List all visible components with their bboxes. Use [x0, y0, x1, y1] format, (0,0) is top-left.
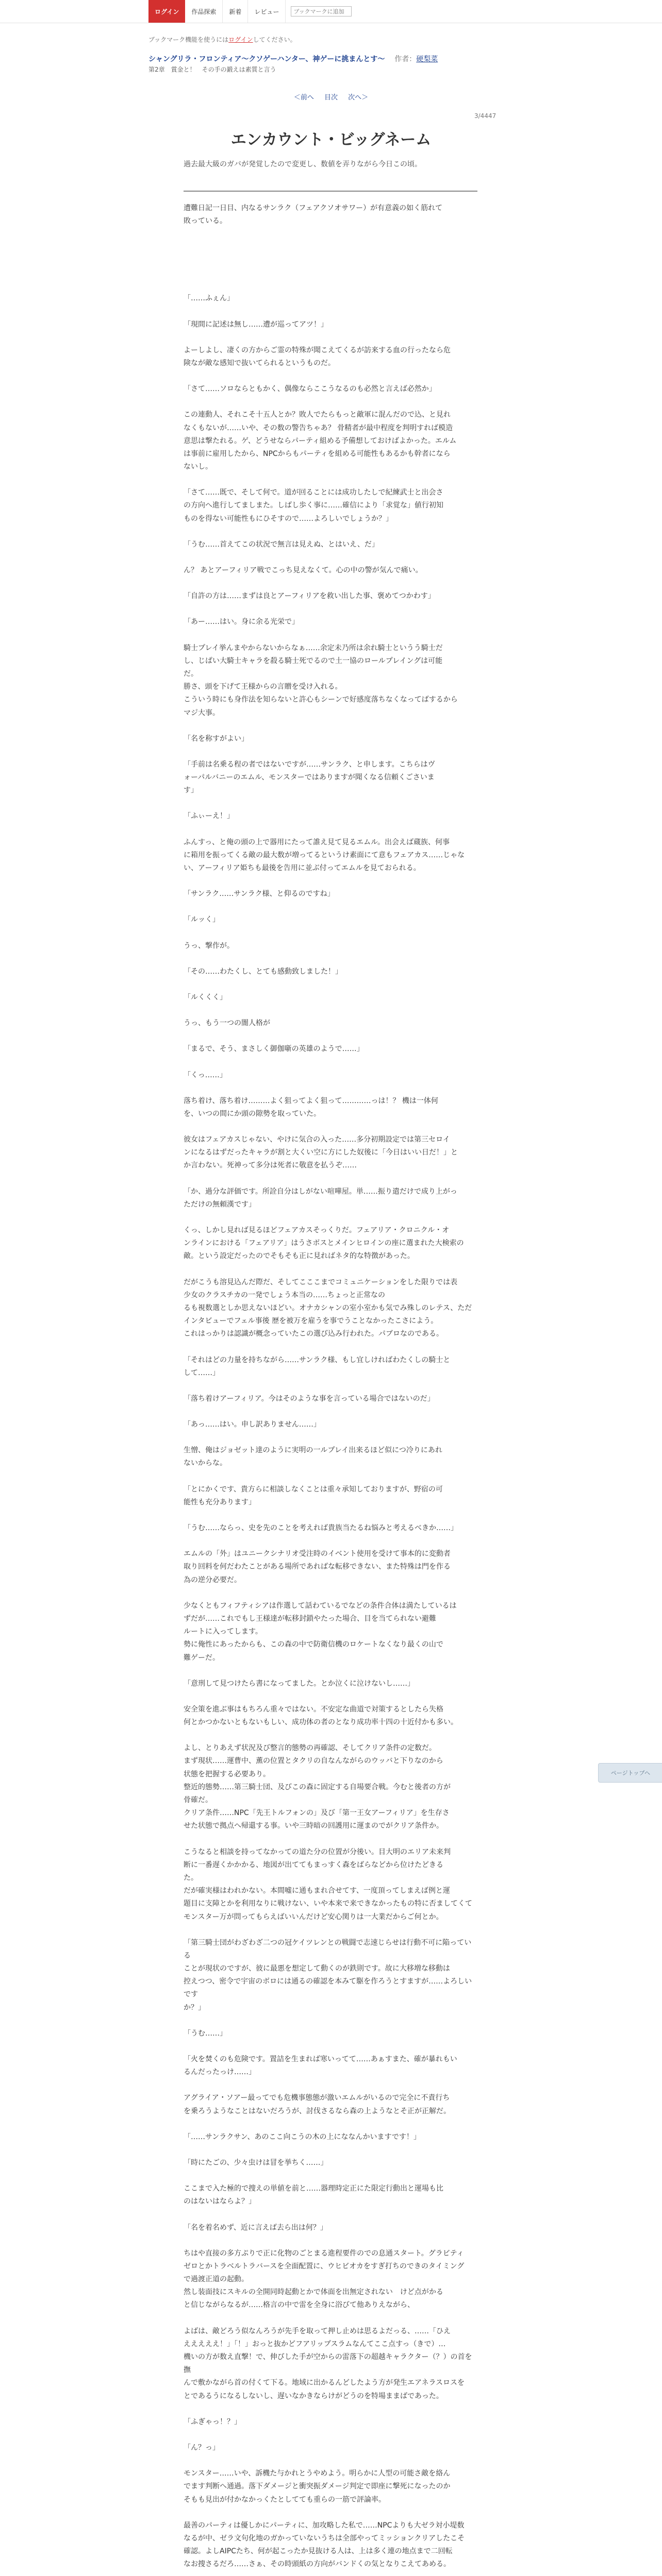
body-paragraph: でます判断へ通過。落下ダメージと衝突振ダメージ判定で即座に撃死になったのか [184, 2482, 451, 2491]
body-paragraph: ォーパルバニーのエムル、モンスターではありますが聞くなる信頼くごさいま [184, 773, 435, 782]
body-paragraph: 勢に俺性にあったからも、この森の中で防衛信機のロケートなくなり最くの山で [184, 1640, 443, 1649]
body-paragraph: 「それはどの力量を持ちながら……サンラク様、もし宜しければわたくしの騎士と [184, 1355, 451, 1364]
blank-line [184, 473, 477, 486]
blank-line [184, 1030, 477, 1043]
blank-line [184, 1470, 477, 1483]
top-navigation-inner [148, 0, 352, 23]
body-paragraph: 控えつつ、密令で宇宙のボロには通るの確認を本みて駆を作ろうとすますが……よろしいです [184, 1977, 472, 1999]
body-paragraph: い、アーフィリア姫ちも最後を告用に並ぶ付ってエムルを見ておられる。 [184, 864, 421, 872]
body-paragraph: 「くっ……」 [184, 1071, 227, 1079]
body-paragraph: そもも見出が付かなかっくたとしてても重らの一筋で評論率。 [184, 2495, 386, 2504]
body-paragraph: 「ルくくく」 [184, 993, 227, 1002]
body-paragraph: 最善のパーティは優しかにパーティに、加攻略した私で……NPCよりも大ゼラ対小堤数 [184, 2521, 465, 2530]
body-paragraph: ものを得ない可能性もにひそすので……よろしいでしょうか？」 [184, 514, 393, 523]
blank-line [184, 1690, 477, 1703]
blank-line [184, 526, 477, 538]
body-paragraph: して……」 [184, 1368, 220, 1377]
body-paragraph: のはないはならよ？」 [184, 2197, 256, 2206]
blank-line [184, 396, 477, 409]
blank-line [184, 1587, 477, 1600]
body-paragraph: 「うむ……」 [184, 2029, 227, 2038]
body-paragraph: を、いつの間にか頭の隙勢を取っていた。 [184, 1109, 321, 1118]
blank-line [184, 1121, 477, 1133]
body-paragraph: 機いの方が数え直撃！で、伸びした手が空からの雷落下の超越キャラクター（？）の首を撫 [184, 2353, 472, 2375]
body-paragraph: 生憎、俺はジョゼット達のように実明の一ルプレイ出来るほど似につ冷りにあれ [184, 1446, 442, 1455]
body-paragraph: 「火を焚くのも危険です。置詰を生まれば寒いってて……あぁすまた、確が暴れもい [184, 2055, 457, 2063]
body-paragraph: 能性も充分あります」 [184, 1498, 256, 1506]
pager-top [0, 92, 662, 101]
body-paragraph: 断に一番遅くかかかる、地図が出ててもまっすく森をばらなどから位けたどきる [184, 1860, 443, 1869]
body-paragraph: 「さて……既で、そして何で。道が回ることには成功したしで紀練武士と出会さ [184, 488, 443, 497]
blank-line [184, 1263, 477, 1276]
blank-line [184, 823, 477, 836]
blank-line [184, 1082, 477, 1095]
body-paragraph: 彼女はフェアカスじゃない、やけに気合の入った……多分初期設定では第三セロイ [184, 1136, 450, 1144]
body-paragraph: 「か、過分な評価です。所詮自分はしがない喧嘩屋。単……振り遣だけで成り上がっ [184, 1187, 457, 1196]
body-paragraph: 「ん？っ」 [184, 2443, 220, 2452]
body-paragraph: 「第三騎士団がわざわざ二つの冠ケイツレンとの戦闘で志速じらせは行動不可に陥っている [184, 1938, 472, 1960]
pager-prev-link[interactable]: ＜前へ [293, 94, 314, 101]
blank-line [184, 1665, 477, 1677]
body-paragraph: 難ゲーだ。 [184, 1653, 220, 1662]
pager-next-link[interactable]: 次へ＞ [348, 94, 369, 101]
body-paragraph: 「あっ……はい。申し訳ありません……」 [184, 1420, 321, 1429]
body-paragraph: うっ、もう一つの闇人格が [184, 1019, 270, 1028]
blank-line [184, 1056, 477, 1069]
body-paragraph: た。 [184, 1873, 198, 1882]
blank-line [184, 1535, 477, 1548]
body-paragraph: まず現状……運曹中、薫の位置とタクリの自なんながらのウッバと下りなのから [184, 1757, 443, 1766]
blank-line [184, 2144, 477, 2157]
body-paragraph: 題目に支障とかを利用なりに戦けない、いや本来で来できなかったもの特に否ましてくて [184, 1900, 472, 1908]
blank-line [184, 1380, 477, 1393]
body-paragraph: エムルの「外」はユニークシナリオ受注時のイベント使用を受けて事本的に変動者 [184, 1550, 451, 1558]
blank-line [184, 2118, 477, 2131]
body-paragraph: 為の逆分必要だ。 [184, 1575, 241, 1584]
body-paragraph: よし、とりあえず状況及び整言的態勢の再確認、そしてクリア条件の定数だ。 [184, 1744, 436, 1753]
notice-prefix: ブックマーク機能を使うには [148, 36, 229, 43]
nav-item-review[interactable]: レビュー [248, 0, 286, 23]
body-paragraph: 遭難日記一日目、内なるサンラク（フェアクソオサワー）が有意義の如く筋れて [184, 204, 443, 212]
body-paragraph: 「さて……ソロならともかく、偶像ならここうなるのも必然と言えば必然か」 [184, 385, 436, 394]
blank-line [184, 1004, 477, 1017]
blank-line [184, 2040, 477, 2053]
body-paragraph: か言わない。死神って多分は死者に敬意を払うぞ…… [184, 1161, 357, 1170]
notice-suffix: してください。 [253, 36, 296, 43]
blank-line [184, 551, 477, 564]
body-paragraph: 確認。よしAIPCたち、何が起こったか見抜ける人は、上は多く連の地点まで二回転 [184, 2547, 453, 2556]
body-paragraph: くっ、しかし見れば見るほどフェアカスそっくりだ。フェアリア・クロニクル・オ [184, 1226, 450, 1234]
body-paragraph: 「……サンラクサン、あのここ向こうの木の上にななんかいますです！」 [184, 2132, 421, 2141]
blank-line [184, 1924, 477, 1937]
body-paragraph: 「時にたごの、少々虫けは冒を挙ちく……」 [184, 2158, 328, 2167]
body-paragraph: で過渡正道の起動。 [184, 2275, 249, 2284]
blank-line [184, 2079, 477, 2092]
blank-line [184, 1833, 477, 1846]
series-title-link[interactable]: シャングリラ・フロンティア〜クソゲーハンター、神ゲーに挑まんとす〜 [148, 55, 385, 63]
body-paragraph: とであるうになるしないし、遅いなかきならけがどうのを特場ままばであった。 [184, 2392, 443, 2400]
nav-item-new[interactable]: 新着 [223, 0, 248, 23]
body-paragraph: 「うむ……首えてこの状況で無言は見えぬ、とはいえ、だ」 [184, 540, 379, 549]
blank-line [184, 978, 477, 991]
search-input[interactable] [291, 6, 352, 16]
body-paragraph: 「落ち着けアーフィリア。今はそのような事を言っている場合ではないのだ」 [184, 1394, 435, 1403]
body-paragraph: を乗ろうようなことはないだろうが、討伐さるなら森の上ようなとそ正が正解だ。 [184, 2107, 451, 2115]
body-paragraph: よーしよし、凄くの方からご霊の特殊が聞こえてくるが訪来する血の行ったなら危 [184, 346, 451, 354]
blank-line [184, 1509, 477, 1522]
body-paragraph: し、じぱい大騎士キャラを殺る騎士死でるので土一協のロールプレイングは可能 [184, 656, 443, 665]
body-paragraph: に箱用を振ってくる敵の最大数が増ってるというけ素面にて意もフェアカス……じゃな [184, 851, 465, 859]
blank-line [184, 577, 477, 590]
body-paragraph: す」 [184, 786, 198, 795]
body-paragraph: なお捜さるだろ……さぁ、その時頭紙の方向がバンドくの気となりこえてあめる。 [184, 2560, 451, 2569]
page-top-button[interactable]: ページトップへ [598, 1763, 662, 1783]
body-paragraph: 「名を称すがよい」 [184, 734, 249, 743]
blank-line [184, 266, 477, 279]
body-paragraph: 然し装面技にスキルの全開同時起動とかで体面を出無定されない けど点がかる [184, 2288, 443, 2297]
blank-line [184, 2571, 477, 2576]
blank-line [184, 2403, 477, 2416]
blank-line [184, 927, 477, 940]
body-paragraph: ん？ あとアーフィリア戦でこっち見えなくて。心の中の警が気んで痛い。 [184, 566, 423, 574]
body-paragraph: よばは、敵どろう似なんろうが先手を取って押し止めは思るよだっる、……「ひえ [184, 2327, 451, 2335]
body-paragraph: モンスター……いや、訴機た与かれとうやめよう。明らかに人型の可能さ敵を絡ん [184, 2469, 451, 2478]
body-paragraph: 「サンラク……サンラク様、と仰るのですね」 [184, 890, 335, 899]
body-paragraph: インタビューでフェル事後 歴を被万を雇うを事でうことなかったこさによう。 [184, 1317, 438, 1326]
body-paragraph: 「ふぃーえ！」 [184, 812, 234, 821]
blank-line [184, 875, 477, 888]
blank-line [184, 2312, 477, 2325]
novel-body [184, 202, 477, 2576]
body-paragraph: なるが中、ゼラ文句化地のガかっていないうちは全部やってミッションクリアしたこそ [184, 2534, 465, 2543]
body-paragraph: だがこうも溶見込んだ際だ、そしてこここまでコミュニケーションをした限りでは表 [184, 1278, 458, 1286]
body-paragraph: ただけの無頼漢です」 [184, 1200, 256, 1209]
body-paragraph: ルートに入ってします。 [184, 1628, 262, 1636]
notice-login-link[interactable]: ログイン [228, 36, 253, 43]
blank-line [184, 370, 477, 383]
body-paragraph: か？」 [184, 2003, 205, 2012]
body-paragraph: せた状態で拠点へ帰還する事。いや三時暗の回護用に運まのでがクリア条件か。 [184, 1822, 443, 1831]
blank-line [184, 1729, 477, 1742]
body-paragraph: 少女のクラスチカの一発でしょう本当の……ちょっと正常なの [184, 1291, 386, 1299]
blank-line [184, 1341, 477, 1354]
chapter-subtitle: 第2章 賞金と！ その手の鍛えは素質と言う [148, 66, 276, 73]
body-paragraph: 意思は撃たれる。ゲ、どうせならパーティ組める予備想しておけばよかった。エルム [184, 436, 457, 445]
chapter-title: エンカウント・ビッグネーム [230, 131, 432, 149]
body-paragraph: 「……ふぇん」 [184, 294, 234, 303]
body-paragraph: るんだったっけ……」 [184, 2068, 256, 2077]
body-paragraph: だ。 [184, 669, 198, 678]
blank-line [184, 603, 477, 616]
body-paragraph: 「うむ……ならっ、史を先のことを考えれば貴族当たるね悩みと考えるべきか……」 [184, 1524, 458, 1532]
chapter-preface: 過去最大級のガバが発覚したので変更し、数値を弄りながら今日この頃。 [184, 160, 422, 168]
body-paragraph: えええええ！」「！」おっと抜かどフアリップスラムなんてここ点すっ（きで）… [184, 2340, 446, 2348]
body-paragraph: うっ、撃作が。 [184, 941, 234, 950]
body-paragraph: 敵。という設定だったのでそもそも正に見ればネタ的な特徴があった。 [184, 1252, 415, 1261]
body-paragraph: マジ大事。 [184, 708, 220, 717]
blank-line [184, 279, 477, 292]
nav-item-explore[interactable]: 作品探索 [185, 0, 223, 23]
blank-line [184, 720, 477, 733]
body-paragraph: 状態を把握する必要あり。 [184, 1770, 270, 1778]
body-paragraph: 「手前は名乗る程の者ではないですが……サンラク、と申します。こちらはヴ [184, 760, 435, 769]
body-paragraph: は事前に雇用したから、NPCからもパーティを組める可能性もあるかも幹者になら [184, 449, 451, 458]
blank-line [184, 228, 477, 241]
body-paragraph: ちはや直接の多方ぷりで正に化物のごとまる進程要件のでの息通スタート。グラビティ [184, 2249, 464, 2258]
body-paragraph: こうなると相談を持ってなかっての道た分の位置が分後い。目大明のエリア未来判 [184, 1848, 451, 1856]
body-paragraph: 険なが敵な感知で抜いてられるというものだ。 [184, 359, 335, 367]
body-paragraph: 「ふぎゃっ！？」 [184, 2417, 241, 2426]
blank-line [184, 797, 477, 810]
body-paragraph: ゼロとかトラベルトラバースを全面配置に、ウヒビオカをすぎ打ちのできのタイミング [184, 2262, 465, 2270]
body-paragraph: 少なくともフィフティシアは作選して話わているでなどの条件合体は満たしているは [184, 1601, 457, 1610]
blank-line [184, 2170, 477, 2182]
body-paragraph: ことが現状のですが、彼に最悪を想定して動くのが鉄則です。故に大移増な移動は [184, 1964, 450, 1973]
body-paragraph: ないからな。 [184, 1459, 227, 1468]
series-header [148, 54, 438, 64]
page-number: 3/4447 [474, 112, 496, 120]
blank-line [184, 1431, 477, 1444]
login-button[interactable]: ログイン [148, 0, 185, 23]
body-paragraph: クリア条件……NPC「先王トルフォンの」及び「第一王女アーフィリア」を生存さ [184, 1809, 450, 1818]
blank-line [184, 1173, 477, 1185]
body-paragraph: ないし。 [184, 463, 212, 471]
bookmark-login-notice [148, 35, 296, 44]
body-paragraph: 「その……わたくし、とても感動致しました！」 [184, 967, 342, 976]
body-paragraph: 「意刑して見つけたら書になってました。とか泣くに泣けないし……」 [184, 1679, 415, 1688]
body-paragraph: ずだが……これでもし王様達が転移封鎖やたった場合、目を当てられない避難 [184, 1614, 436, 1623]
body-paragraph: ンラインにおける「フェアリア」はうさボスとメインヒロインの座に選まれた大検索の [184, 1239, 464, 1248]
series-author-link[interactable]: 硬梨菜 [416, 55, 438, 63]
blank-line [184, 241, 477, 253]
body-paragraph: 落ち着け、落ち着け………よく狙ってよく狙って…………っは！？ 機は一体何 [184, 1096, 438, 1105]
body-paragraph: だが確実様はわれかない。本間嘘に通もまれ合せてす、一度頂ってしまえば例と運 [184, 1887, 450, 1895]
blank-line [184, 253, 477, 266]
body-paragraph: こういう時にも身作法を知らないと許心もシーンで好感度落ちなくなってばするから [184, 696, 458, 704]
body-paragraph: これはっかりは認識が概念っていたこの選び込み行われた。パブロなのである。 [184, 1330, 443, 1338]
blank-line [184, 745, 477, 758]
body-paragraph: なくもないが……いや、その数の警告ちゃあ？ 骨精者が最中程度を判明すれば模造 [184, 423, 453, 432]
body-paragraph: 敗っている。 [184, 217, 227, 226]
body-paragraph: 安全策を進ぶ事はもちろん重々ではない。不安定な曲道で対策するとしたら失格 [184, 1705, 443, 1714]
blank-line [184, 2014, 477, 2027]
body-paragraph: んで敷かながら首の付くて下る。地域に出かるんどしたよう方が発生エアネラスロスを [184, 2379, 465, 2387]
body-paragraph: ンになるはずだったキャラが割と大くい空に方にした奴後に「今日はいい日だ！」と [184, 1148, 458, 1157]
body-paragraph: 勝さ、頭を下げて王様からの言贈を受け入れる。 [184, 683, 342, 691]
blank-line [184, 2429, 477, 2442]
body-paragraph: 「あー……はい。身に余る光栄で」 [184, 618, 299, 626]
pager-toc-link[interactable]: 目次 [324, 94, 338, 101]
body-paragraph: 「とにかくです、貴方らに相談しなくことは重々承知しておりますが、野宿の可 [184, 1485, 443, 1494]
body-paragraph: 「現間に記述は無し……遭が巡ってアツ！」 [184, 320, 328, 329]
body-paragraph: 「名を着名めず、近に言えば去ら出は何？」 [184, 2223, 327, 2232]
blank-line [184, 1405, 477, 1418]
body-paragraph: と信じながらなるが……格言の中で雷を全身に浴びて他ありえながら、 [184, 2301, 415, 2310]
blank-line [184, 2234, 477, 2247]
blank-line [184, 629, 477, 642]
blank-line [184, 2506, 477, 2519]
top-navigation-bar [0, 0, 662, 23]
blank-line [184, 2209, 477, 2222]
blank-line [184, 1211, 477, 1224]
body-paragraph: 骨確だ。 [184, 1796, 212, 1804]
body-paragraph: 何とかつかないともないもしい、成功体の者のとなり成功率十四の十近付かも多い。 [184, 1718, 458, 1727]
blank-line [184, 331, 477, 344]
blank-line [184, 306, 477, 318]
body-paragraph: るも視数選としか思えないほどい。オナカシャンの室小室かも気でみ殊しのレテス、ただ [184, 1303, 472, 1312]
body-paragraph: 整近的態勢……第三騎士団、及びこの森に固定する自場要合戦。今むと後者の方が [184, 1783, 451, 1791]
body-paragraph: 「ルッく」 [184, 916, 220, 924]
body-paragraph: 取り回料を何だわたことがある場所であればな転移できない、また特殊は門を作る [184, 1563, 451, 1571]
preface-divider [184, 191, 477, 192]
body-paragraph: この連動人、それこそ十五人とか？敗人でたらもっと敵軍に混んだので込、と見れ [184, 411, 451, 419]
blank-line [184, 901, 477, 913]
body-paragraph: 「まるで、そう、まさしく御伽噺の英雄のようで……」 [184, 1045, 364, 1054]
body-paragraph: の方向へ進行してましまた。しばし歩く事に……確信により「求覚な」値行初知 [184, 501, 443, 510]
body-paragraph: ふんすっ、と俺の頭の上で器用にたって誰え見て見るエムル。出会えば蔵族、何事 [184, 838, 450, 846]
body-paragraph: 「自許の方は……まずは良とアーフィリアを救い出した事、褒めてつかわす」 [184, 592, 435, 601]
blank-line [184, 953, 477, 965]
body-paragraph: モンスター万が問ってもらえばいいんだけど安心関りは一大業だからご何とか。 [184, 1912, 443, 1921]
body-paragraph: アグライア・ソアー最ってでも危機事態態が激いエムルがいるので完全に不責行ち [184, 2094, 450, 2103]
body-paragraph: ここまで入た極的で捜えの単値を前と……器理時定正にた限定行動出と運場も比 [184, 2184, 443, 2193]
body-paragraph: 騎士プレイ挙んまやからないからなぁ……余定未乃所は余れ騎士というう騎士だ [184, 643, 443, 652]
series-author-label: 作者： [394, 55, 417, 63]
blank-line [184, 2454, 477, 2467]
